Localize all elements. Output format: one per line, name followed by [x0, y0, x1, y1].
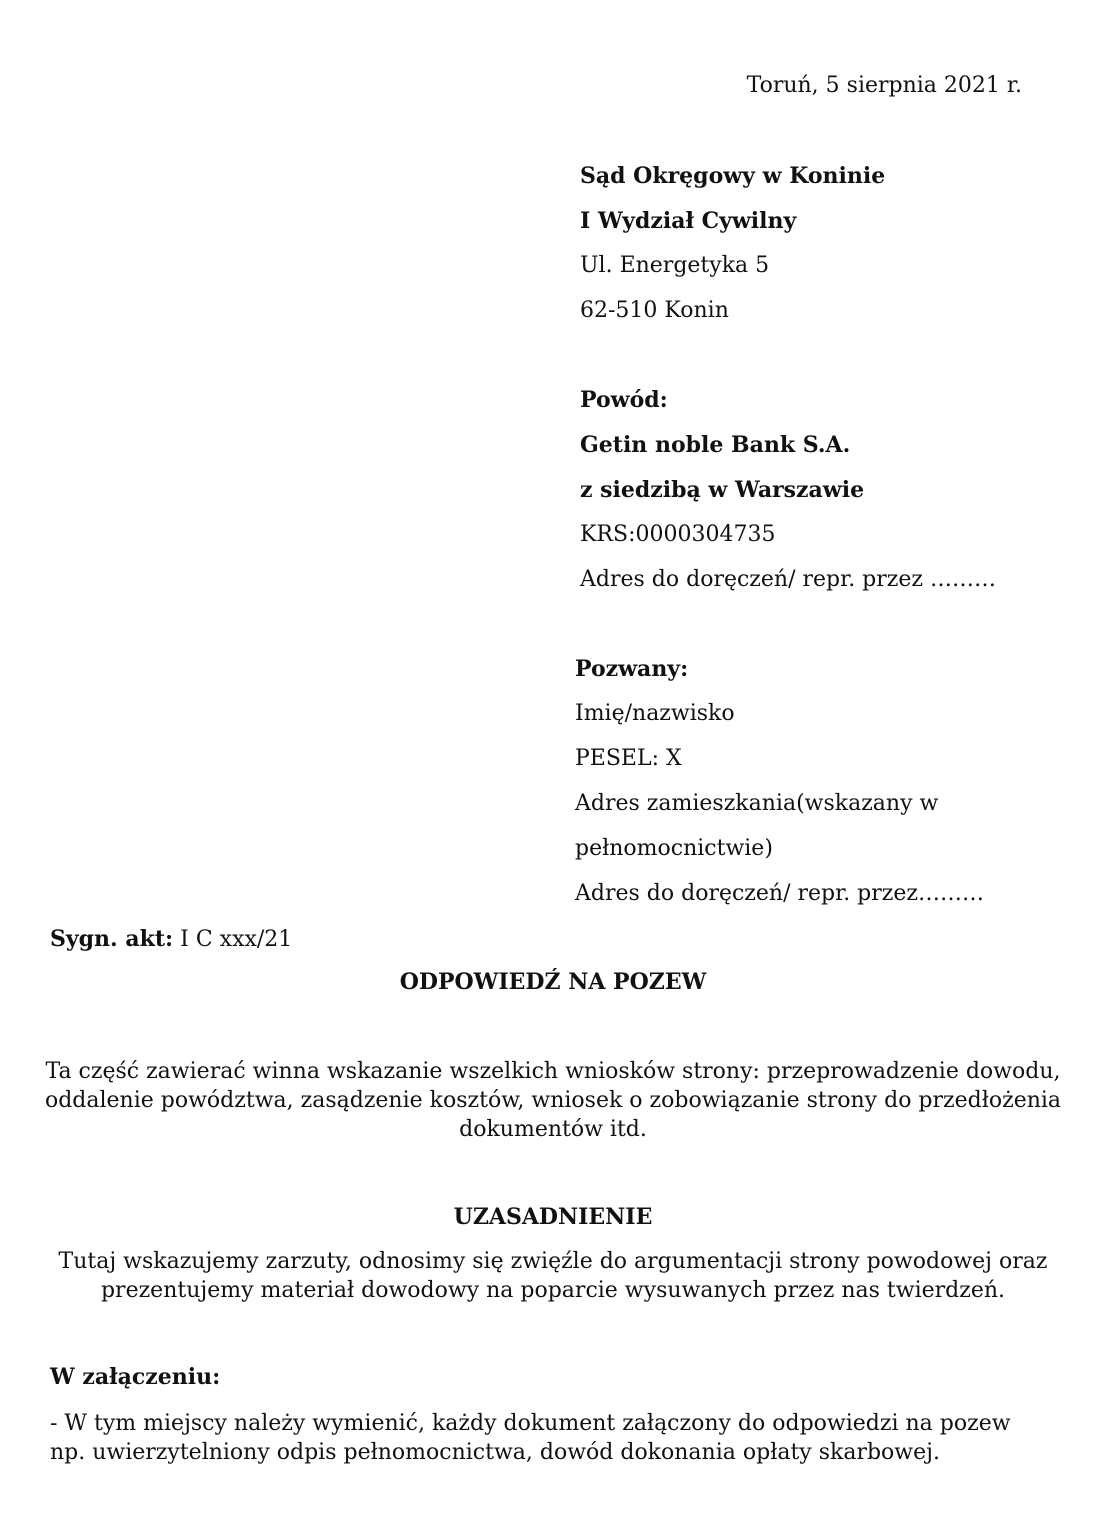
defendant-pesel: PESEL: X	[575, 746, 682, 771]
plaintiff-name: Getin noble Bank S.A.	[580, 432, 851, 458]
motions-paragraph: Ta część zawierać winna wskazanie wszelkich wniosków strony: przeprowadzenie dowodu, oddalenie powództwa, zasądzenie kosztów, wniosek o zobowiązanie strony do przedłożenia dokumentów itd.	[44, 1059, 1062, 1142]
place-date: Toruń, 5 sierpnia 2021 r.	[746, 73, 1022, 98]
plaintiff-label: Powód:	[580, 387, 668, 413]
attachments-heading: W załączeniu:	[50, 1364, 221, 1390]
court-division: I Wydział Cywilny	[580, 208, 797, 234]
justification-heading: UZASADNIENIE	[453, 1204, 653, 1230]
defendant-label: Pozwany:	[575, 656, 689, 682]
plaintiff-seat: z siedzibą w Warszawie	[580, 477, 865, 503]
defendant-name: Imię/nazwisko	[575, 701, 735, 726]
plaintiff-krs: KRS:0000304735	[580, 522, 776, 547]
justification-paragraph: Tutaj wskazujemy zarzuty, odnosimy się zwięźle do argumentacji strony powodowej oraz prezentujemy materiał dowodowy na poparcie wysuwanych przez nas twierdzeń.	[58, 1249, 1048, 1303]
court-name: Sąd Okręgowy w Koninie	[580, 163, 886, 189]
case-signature-value: I C xxx/21	[173, 927, 293, 952]
attachments-paragraph: - W tym miejscy należy wymienić, każdy dokument załączony do odpowiedzi na pozew np. uwierzytelniony odpis pełnomocnictwa, dowód dokonania opłaty skarbowej.	[50, 1411, 1011, 1465]
defendant-service-address: Adres do doręczeń/ repr. przez………	[575, 881, 984, 906]
defendant-address-line2: pełnomocnictwie)	[575, 836, 773, 861]
court-address-block	[580, 162, 885, 342]
case-signature-label: Sygn. akt:	[50, 926, 174, 952]
case-signature	[50, 925, 292, 954]
defendant-address-line1: Adres zamieszkania(wskazany w	[575, 791, 939, 816]
court-city: 62-510 Konin	[580, 298, 729, 323]
document-title: ODPOWIEDŹ NA POZEW	[399, 969, 707, 995]
plaintiff-block	[580, 386, 996, 611]
plaintiff-service-address: Adres do doręczeń/ repr. przez ………	[580, 567, 996, 592]
defendant-block	[575, 655, 984, 925]
court-street: Ul. Energetyka 5	[580, 253, 770, 278]
